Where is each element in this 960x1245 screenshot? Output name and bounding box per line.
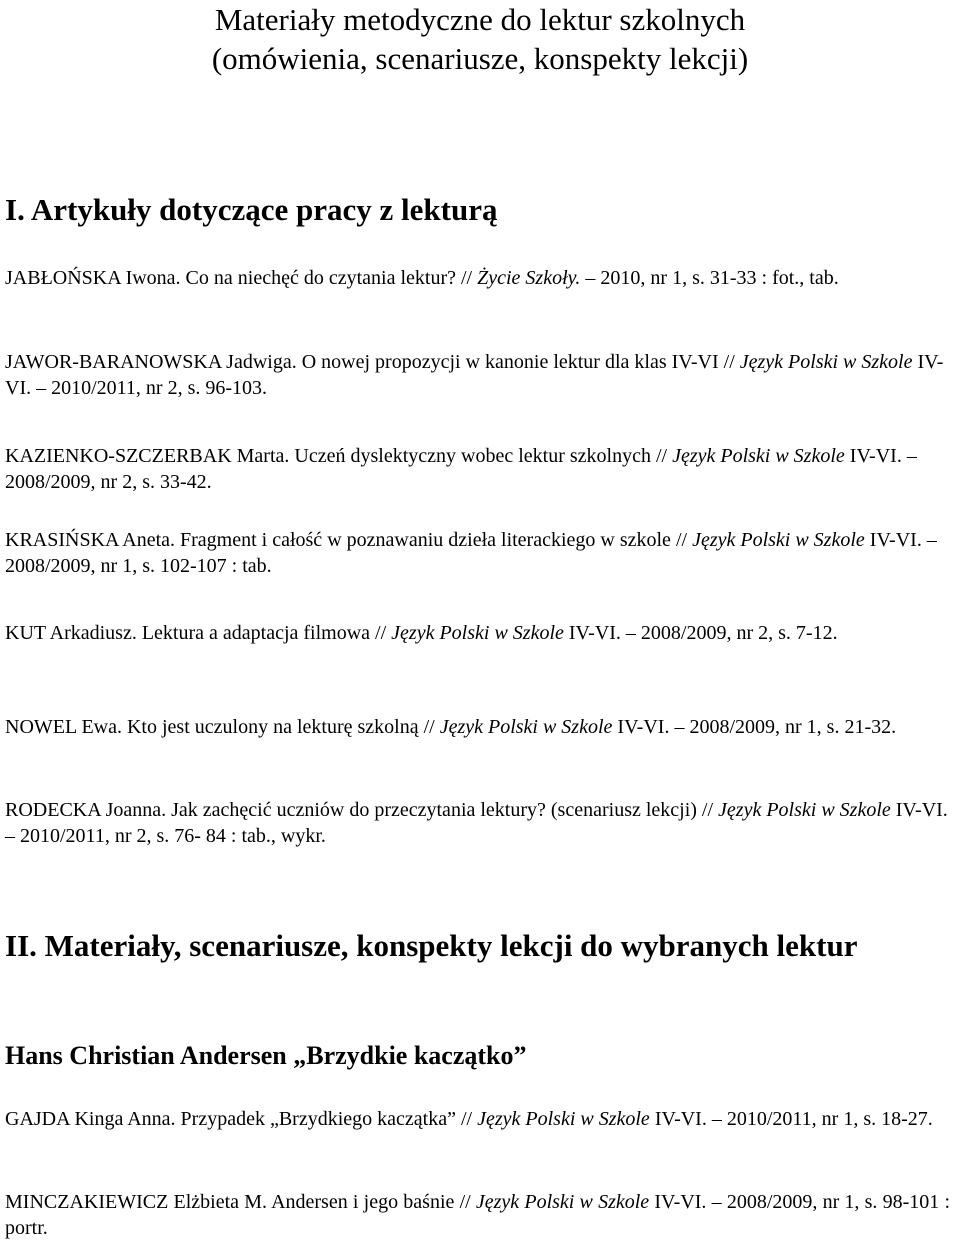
bibliography-entry: NOWEL Ewa. Kto jest uczulony na lekturę szkolną // Język Polski w Szkole IV-VI. – 2008/2009, nr 1, s. 21-32. — [5, 716, 897, 738]
section-2-heading: II. Materiały, scenariusze, konspekty lekcji do wybranych lektur — [5, 928, 858, 963]
title-line-2: (omówienia, scenariusze, konspekty lekcji) — [211, 41, 749, 76]
bibliography-entry: JAWOR-BARANOWSKA Jadwiga. O nowej propozycji w kanonie lektur dla klas IV-VI // Język Polski w Szkole IV-VI. – 2010/2011, nr 2, s. 96-103. — [5, 351, 944, 399]
title-line-1: Materiały metodyczne do lektur szkolnych — [214, 2, 746, 37]
document-title — [0, 0, 960, 78]
bibliography-entry: GAJDA Kinga Anna. Przypadek „Brzydkiego kaczątka” // Język Polski w Szkole IV-VI. – 2010/2011, nr 1, s. 18-27. — [5, 1108, 933, 1130]
section-1-heading: I. Artykuły dotyczące pracy z lekturą — [5, 192, 498, 227]
bibliography-entry: JABŁOŃSKA Iwona. Co na niechęć do czytania lektur? // Życie Szkoły. – 2010, nr 1, s. 31-33 : fot., tab. — [5, 267, 839, 289]
bibliography-entry: RODECKA Joanna. Jak zachęcić uczniów do przeczytania lektury? (scenariusz lekcji) // Język Polski w Szkole IV-VI. – 2010/2011, nr 2, s. 76- 84 : tab., wykr. — [5, 799, 948, 847]
subsection-heading: Hans Christian Andersen „Brzydkie kaczątko” — [5, 1041, 527, 1070]
bibliography-entry: MINCZAKIEWICZ Elżbieta M. Andersen i jego baśnie // Język Polski w Szkole IV-VI. – 2008/2009, nr 1, s. 98-101 : portr. — [5, 1191, 951, 1239]
bibliography-entry: KRASIŃSKA Aneta. Fragment i całość w poznawaniu dzieła literackiego w szkole // Język Polski w Szkole IV-VI. – 2008/2009, nr 1, s. 102-107 : tab. — [5, 529, 937, 577]
bibliography-entry: KUT Arkadiusz. Lektura a adaptacja filmowa // Język Polski w Szkole IV-VI. – 2008/2009, nr 2, s. 7-12. — [5, 622, 838, 644]
bibliography-entry: KAZIENKO-SZCZERBAK Marta. Uczeń dyslektyczny wobec lektur szkolnych // Język Polski w Szkole IV-VI. – 2008/2009, nr 2, s. 33-42. — [5, 445, 917, 493]
